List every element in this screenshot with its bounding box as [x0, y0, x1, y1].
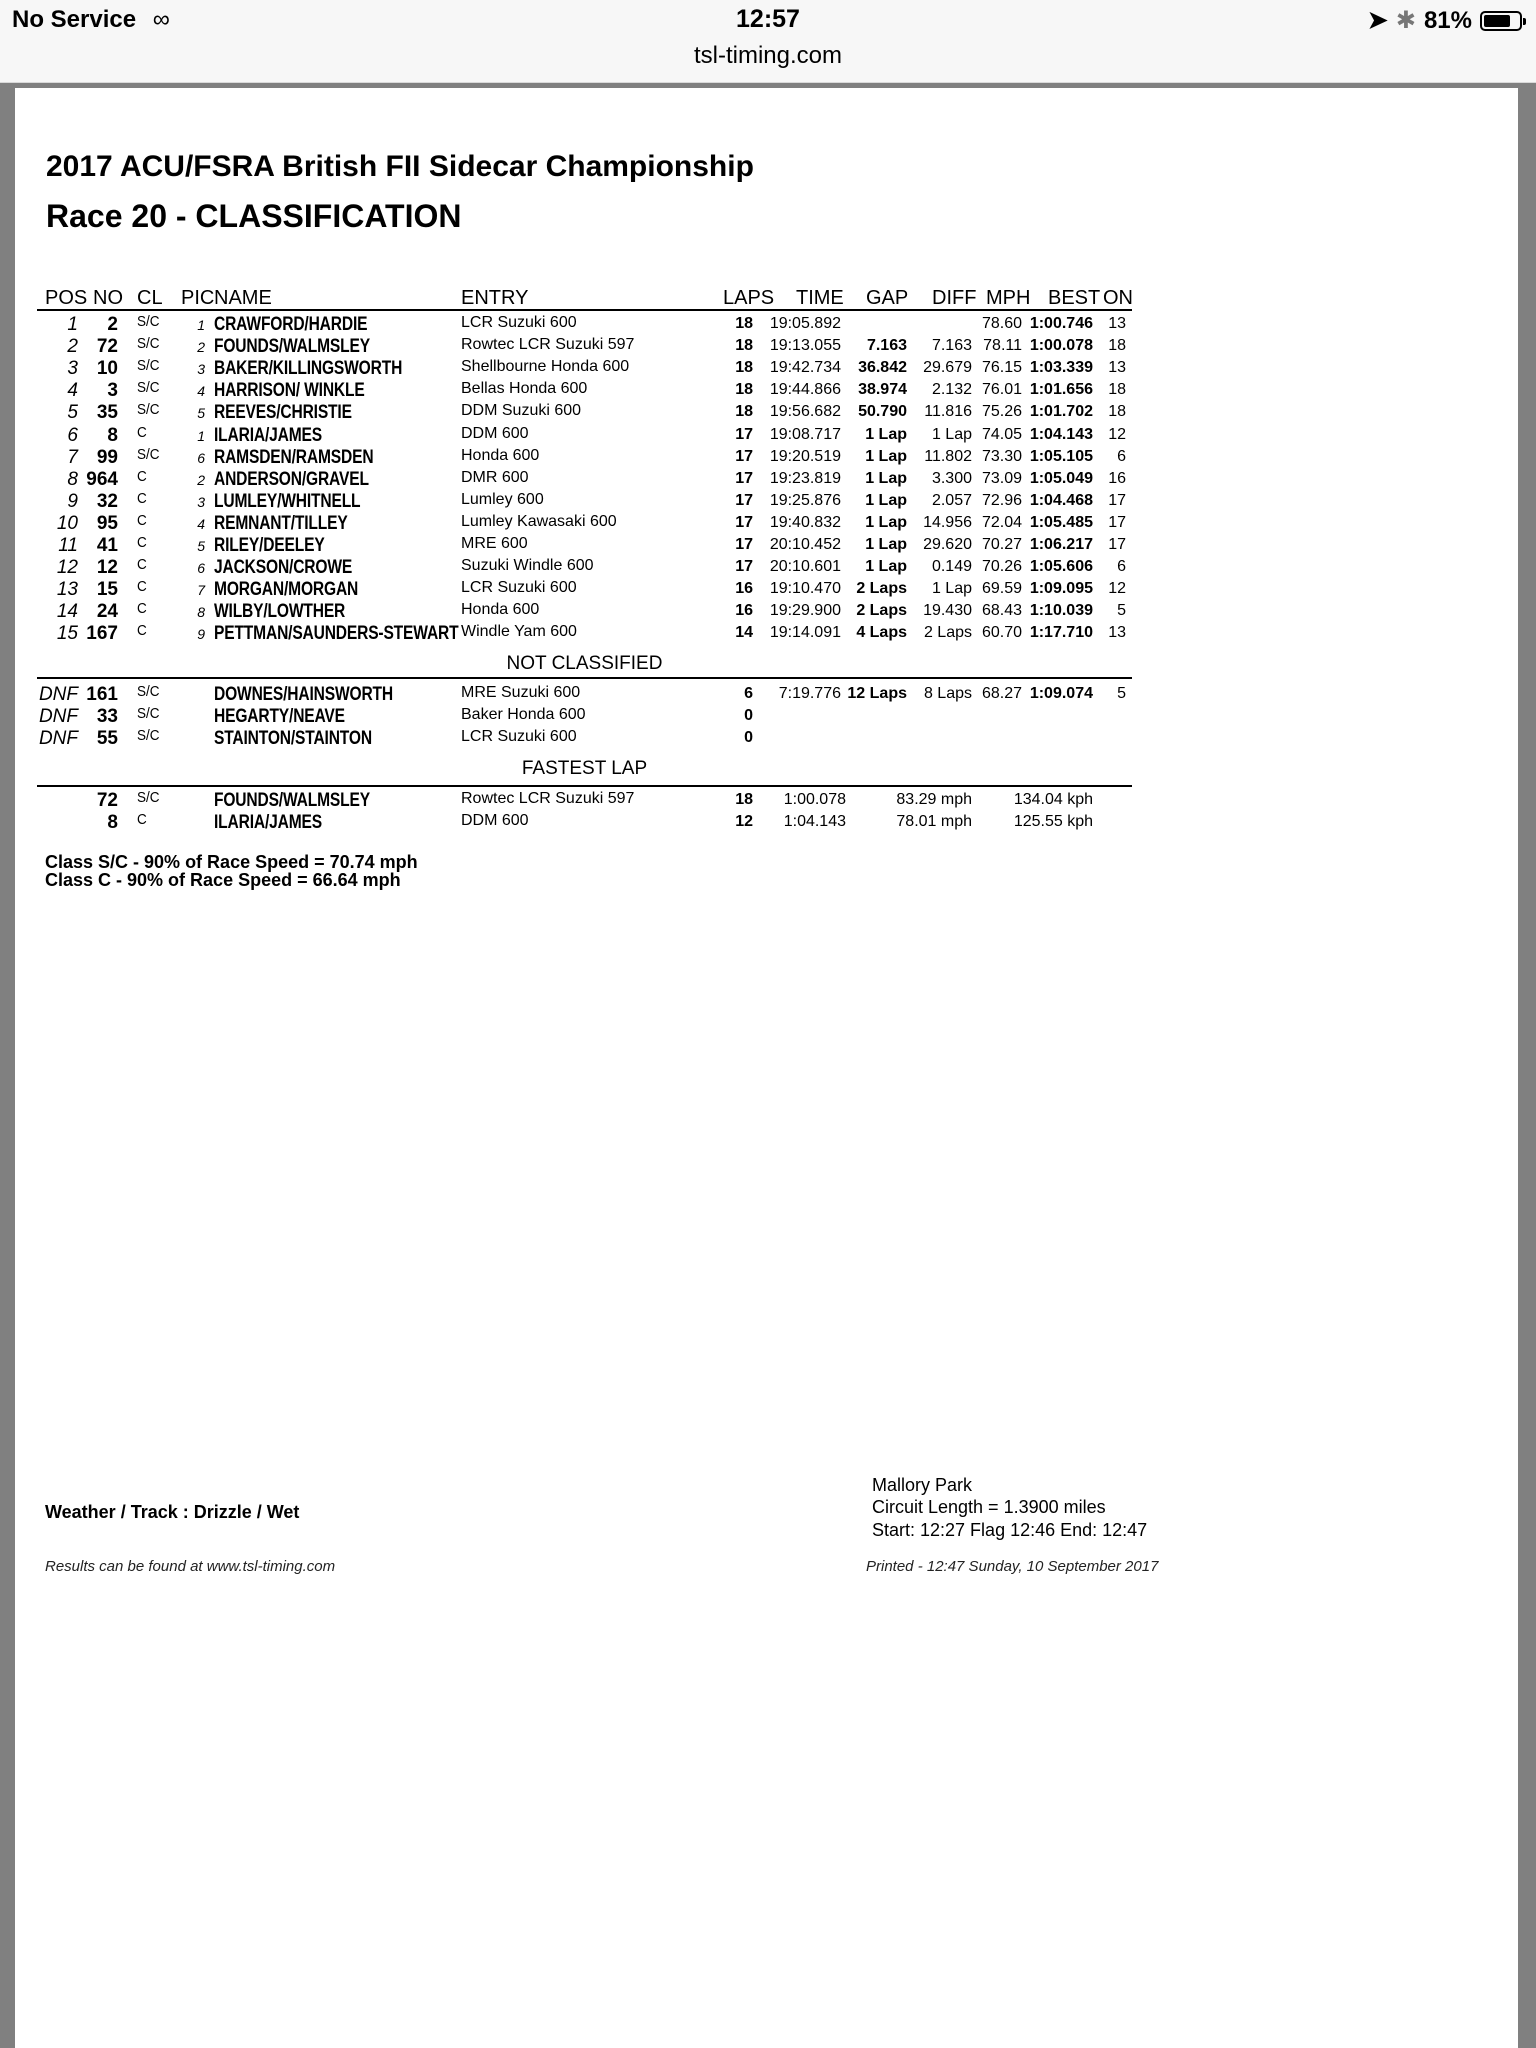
cell-gap: 2 Laps [856, 580, 907, 598]
cell-entry: Lumley 600 [461, 490, 544, 508]
cell-on: 12 [1108, 580, 1126, 598]
cell-laps: 17 [735, 491, 753, 509]
cell-pic: 2 [197, 339, 205, 356]
cell-best: 1:00.746 [1029, 315, 1093, 332]
class-note-c: Class C - 90% of Race Speed = 66.64 mph [45, 870, 401, 890]
cell-no: 33 [96, 706, 118, 728]
cell-lap-kph: 125.55 kph [1013, 813, 1093, 831]
cell-best: 1:10.039 [1029, 602, 1093, 620]
cell-on: 18 [1108, 381, 1126, 399]
cell-name: JACKSON/CROWE [214, 557, 353, 579]
cell-mph: 60.70 [981, 624, 1022, 642]
cell-laps: 17 [735, 513, 753, 531]
cell-gap: 12 Laps [847, 685, 907, 702]
cell-pic: 5 [197, 405, 205, 422]
cell-name: ILARIA/JAMES [214, 424, 322, 446]
cell-no: 24 [96, 601, 118, 623]
col-header-no: NO [93, 287, 123, 309]
cell-mph: 72.96 [981, 491, 1022, 509]
cell-no: 72 [96, 790, 118, 811]
cell-on: 16 [1108, 469, 1126, 487]
cell-name: ILARIA/JAMES [214, 812, 322, 834]
cell-no: 41 [96, 535, 118, 556]
cell-pic: 3 [197, 361, 205, 378]
cell-laps: 18 [735, 403, 753, 421]
cell-time: 19:25.876 [769, 491, 841, 509]
cell-pos: 12 [56, 557, 78, 579]
cell-entry: LCR Suzuki 600 [461, 314, 577, 331]
cell-class: C [137, 467, 147, 485]
cell-laps: 16 [735, 580, 753, 598]
cell-time: 19:40.832 [769, 513, 841, 531]
cell-mph: 74.05 [981, 425, 1022, 443]
cell-pic: 7 [197, 582, 205, 599]
col-header-pos: POS [45, 287, 88, 309]
cell-pic: 1 [197, 427, 205, 444]
cell-pos: 6 [67, 424, 78, 446]
cell-no: 161 [86, 684, 118, 705]
cell-entry: LCR Suzuki 600 [461, 728, 577, 746]
cell-laps: 6 [744, 685, 753, 702]
cell-no: 35 [96, 402, 118, 424]
cell-best: 1:05.049 [1029, 469, 1093, 487]
fastest-lap-heading: FASTEST LAP [521, 758, 648, 779]
location-arrow-icon: ➤ [1367, 7, 1388, 34]
cell-mph: 76.01 [981, 381, 1022, 399]
cell-diff: 0.149 [931, 558, 972, 576]
cell-laps: 18 [735, 337, 753, 355]
cell-name: HEGARTY/NEAVE [214, 706, 345, 728]
cell-on: 6 [1117, 558, 1126, 576]
cell-name: ANDERSON/GRAVEL [214, 468, 369, 490]
cell-gap: 1 Lap [865, 447, 907, 465]
cell-gap: 1 Lap [865, 469, 907, 487]
cell-entry: Baker Honda 600 [461, 706, 586, 724]
cell-no: 72 [96, 336, 118, 358]
cell-on: 17 [1108, 536, 1126, 553]
col-header-on: ON [1103, 287, 1133, 309]
cell-pos: 13 [56, 579, 78, 601]
cell-no: 99 [96, 446, 118, 468]
cell-pos: 2 [67, 336, 78, 358]
cell-lap-time: 1:04.143 [783, 813, 846, 831]
cell-entry: Rowtec LCR Suzuki 597 [461, 790, 635, 807]
cell-class: C [137, 423, 147, 441]
cell-name: REEVES/CHRISTIE [214, 402, 352, 424]
cell-pos: 1 [67, 314, 78, 335]
cell-mph: 68.27 [981, 685, 1022, 702]
cell-entry: MRE 600 [461, 535, 528, 552]
cell-name: REMNANT/TILLEY [214, 512, 348, 534]
cell-entry: DDM 600 [461, 424, 529, 442]
cell-diff: 1 Lap [931, 580, 972, 598]
cell-entry: Shellbourne Honda 600 [461, 358, 630, 376]
cell-laps: 18 [735, 315, 753, 332]
cell-mph: 68.43 [981, 602, 1022, 620]
cell-best: 1:05.606 [1029, 558, 1093, 576]
cell-gap: 1 Lap [865, 425, 907, 443]
cell-pos: 4 [67, 380, 78, 402]
cell-pos: 3 [67, 358, 78, 380]
cell-gap: 1 Lap [865, 536, 907, 553]
cell-diff: 3.300 [931, 469, 972, 487]
cell-mph: 78.11 [983, 337, 1022, 355]
cell-time: 19:20.519 [769, 447, 841, 465]
col-header-pic: PIC [181, 287, 215, 309]
cell-pos: 8 [67, 468, 78, 490]
cell-lap-time: 1:00.078 [783, 791, 846, 808]
cell-no: 15 [96, 579, 118, 601]
cell-time: 19:08.717 [769, 425, 841, 443]
cell-class: S/C [137, 705, 160, 723]
cell-laps: 17 [735, 536, 753, 553]
cell-on: 17 [1108, 491, 1126, 509]
cell-name: BAKER/KILLINGSWORTH [214, 358, 403, 380]
cell-pic: 6 [197, 449, 205, 466]
cell-class: S/C [137, 683, 160, 700]
cell-laps: 0 [744, 729, 753, 747]
cell-name: HARRISON/ WINKLE [214, 380, 365, 402]
carrier-label: No Service [12, 6, 137, 33]
cell-best: 1:01.656 [1029, 381, 1093, 399]
cell-diff: 14.956 [923, 513, 972, 531]
championship-title: 2017 ACU/FSRA British FII Sidecar Championship [46, 150, 754, 183]
cell-pic: 5 [197, 538, 205, 554]
cell-no: 167 [86, 623, 118, 645]
cell-no: 3 [107, 380, 118, 402]
cell-mph: 69.59 [981, 580, 1022, 598]
race-title: Race 20 - CLASSIFICATION [46, 198, 462, 234]
cell-class: C [137, 489, 147, 507]
cell-time: 19:13.055 [769, 337, 841, 355]
cell-entry: DDM Suzuki 600 [461, 402, 582, 420]
cell-time: 19:29.900 [769, 602, 841, 620]
cell-pic: 9 [197, 626, 205, 643]
cell-pic: 4 [197, 383, 205, 400]
cell-on: 13 [1108, 315, 1126, 332]
cell-entry: Suzuki Windle 600 [461, 557, 594, 575]
venue-name: Mallory Park [872, 1475, 973, 1495]
cell-gap: 38.974 [858, 381, 907, 399]
cell-no: 8 [107, 812, 118, 834]
cell-entry: DMR 600 [461, 468, 529, 486]
cell-name: WILBY/LOWTHER [214, 601, 346, 623]
cell-class: S/C [137, 335, 160, 353]
cell-pos: 7 [67, 446, 78, 468]
cell-entry: Honda 600 [461, 601, 540, 619]
class-note-sc: Class S/C - 90% of Race Speed = 70.74 mph [45, 852, 418, 872]
cell-lap-kph: 134.04 kph [1013, 791, 1093, 808]
cell-best: 1:03.339 [1029, 359, 1093, 377]
cell-name: LUMLEY/WHITNELL [214, 490, 361, 512]
cell-no: 95 [96, 512, 118, 534]
cell-class: C [137, 556, 147, 574]
cell-name: DOWNES/HAINSWORTH [214, 684, 393, 705]
cell-laps: 17 [735, 447, 753, 465]
col-header-cl: CL [137, 287, 163, 309]
cell-time: 19:23.819 [769, 469, 841, 487]
battery-percent: 81% [1423, 6, 1472, 34]
cell-diff: 11.802 [924, 447, 972, 465]
cell-time: 19:10.470 [769, 580, 841, 598]
col-header-best: BEST [1048, 287, 1101, 309]
cell-pos: DNF [38, 728, 78, 750]
cell-name: MORGAN/MORGAN [214, 579, 359, 601]
cell-class: S/C [137, 789, 160, 806]
cell-lap: 18 [735, 791, 753, 808]
cell-on: 13 [1108, 624, 1126, 642]
cell-on: 12 [1108, 425, 1126, 443]
cell-pos: 11 [58, 535, 78, 556]
cell-pos: 15 [56, 623, 78, 645]
cell-diff: 1 Lap [931, 425, 972, 443]
race-times: Start: 12:27 Flag 12:46 End: 12:47 [872, 1520, 1148, 1540]
col-header-gap: GAP [866, 287, 909, 309]
cell-class: C [137, 622, 147, 640]
cell-name: RAMSDEN/RAMSDEN [214, 446, 374, 468]
cell-entry: Bellas Honda 600 [461, 380, 588, 398]
cell-pos: 14 [56, 601, 78, 623]
bluetooth-icon: ✱ [1395, 7, 1416, 34]
cell-pos: DNF [38, 706, 78, 728]
cell-time: 19:42.734 [769, 359, 841, 377]
cell-laps: 18 [735, 359, 753, 377]
cell-pic: 8 [197, 604, 205, 621]
cell-time: 19:44.866 [769, 381, 841, 399]
cell-on: 18 [1108, 337, 1126, 355]
col-header-entry: ENTRY [461, 287, 529, 309]
battery-level [1484, 15, 1510, 27]
cell-name: FOUNDS/WALMSLEY [214, 790, 370, 811]
col-header-diff: DIFF [932, 287, 977, 309]
cell-diff: 2.132 [931, 381, 972, 399]
cell-on: 17 [1108, 513, 1126, 531]
cell-class: S/C [137, 727, 160, 745]
cell-diff: 8 Laps [923, 685, 972, 702]
cell-pos: 9 [67, 490, 78, 512]
header-divider [37, 309, 1132, 311]
cell-best: 1:00.078 [1029, 337, 1093, 355]
col-header-name: NAME [214, 287, 272, 309]
cell-diff: 2 Laps [923, 624, 972, 642]
cell-pos: 5 [67, 402, 78, 424]
cell-pos: DNF [38, 684, 78, 705]
cell-gap: 50.790 [858, 403, 907, 421]
cell-on: 13 [1108, 359, 1126, 377]
cell-time: 19:56.682 [769, 403, 841, 421]
cell-laps: 17 [735, 425, 753, 443]
cell-pic: 4 [197, 515, 205, 532]
cell-diff: 11.816 [924, 403, 972, 421]
cell-gap: 36.842 [858, 359, 907, 377]
weather-track: Weather / Track : Drizzle / Wet [45, 1502, 300, 1522]
cell-name: PETTMAN/SAUNDERS-STEWART [214, 623, 459, 645]
cell-gap: 1 Lap [865, 513, 907, 531]
cell-class: C [137, 811, 147, 829]
cell-class: S/C [137, 401, 160, 419]
cell-mph: 73.09 [981, 469, 1022, 487]
not-classified-heading: NOT CLASSIFIED [506, 653, 663, 674]
cell-pic: 1 [197, 317, 205, 333]
cell-time: 19:14.091 [769, 624, 841, 642]
cell-pic: 3 [197, 493, 205, 510]
cell-no: 2 [107, 314, 118, 335]
cell-class: C [137, 534, 147, 551]
cell-best: 1:01.702 [1029, 403, 1093, 421]
cell-class: S/C [137, 445, 160, 463]
cell-laps: 0 [744, 707, 753, 725]
cell-no: 12 [96, 557, 118, 579]
clock: 12:57 [736, 5, 800, 33]
cell-lap: 12 [735, 813, 753, 831]
cell-time: 20:10.601 [769, 558, 841, 576]
cell-on: 6 [1117, 447, 1126, 465]
cell-best: 1:09.074 [1029, 685, 1093, 702]
cell-gap: 7.163 [866, 337, 907, 355]
cell-gap: 1 Lap [865, 558, 907, 576]
cell-best: 1:05.105 [1029, 447, 1093, 465]
cell-entry: Rowtec LCR Suzuki 597 [461, 336, 635, 354]
cell-lap-mph: 78.01 mph [896, 813, 972, 831]
cell-pos: 10 [56, 512, 78, 534]
cell-lap-mph: 83.29 mph [896, 791, 972, 808]
cell-entry: MRE Suzuki 600 [461, 684, 581, 701]
not-classified-divider [37, 677, 1132, 679]
results-url-footer: Results can be found at www.tsl-timing.com [45, 1558, 336, 1575]
col-header-time: TIME [796, 287, 844, 309]
cell-on: 18 [1108, 403, 1126, 421]
cell-entry: Windle Yam 600 [461, 623, 577, 641]
cell-on: 5 [1117, 685, 1126, 702]
cell-entry: DDM 600 [461, 812, 529, 830]
cell-laps: 14 [735, 624, 753, 642]
fastest-lap-divider [37, 785, 1132, 787]
cell-name: FOUNDS/WALMSLEY [214, 336, 370, 358]
cell-laps: 17 [735, 469, 753, 487]
cell-no: 964 [86, 468, 118, 490]
col-header-mph: MPH [986, 287, 1031, 309]
battery-icon [1480, 11, 1522, 31]
cell-pic: 2 [197, 471, 205, 488]
status-indicators [1368, 6, 1522, 35]
cell-time: 19:05.892 [769, 315, 841, 332]
cell-class: S/C [137, 357, 160, 375]
cell-no: 32 [96, 490, 118, 512]
address-bar-url[interactable]: tsl-timing.com [693, 42, 843, 69]
cell-class: C [137, 600, 147, 618]
cell-no: 8 [107, 424, 118, 446]
cell-best: 1:17.710 [1029, 624, 1093, 642]
cell-mph: 78.60 [981, 315, 1022, 332]
cell-diff: 29.620 [923, 536, 972, 553]
cell-diff: 29.679 [923, 359, 972, 377]
cell-no: 55 [96, 728, 118, 750]
cell-mph: 72.04 [981, 513, 1022, 531]
cell-pic: 6 [197, 560, 205, 577]
cell-diff: 7.163 [931, 337, 972, 355]
cell-entry: Lumley Kawasaki 600 [461, 512, 617, 530]
cell-name: CRAWFORD/HARDIE [214, 314, 368, 335]
cell-class: C [137, 578, 147, 596]
cell-time: 20:10.452 [769, 536, 841, 553]
cell-name: STAINTON/STAINTON [214, 728, 372, 750]
cell-mph: 75.26 [981, 403, 1022, 421]
circuit-length: Circuit Length = 1.3900 miles [872, 1497, 1106, 1517]
cell-best: 1:05.485 [1029, 513, 1093, 531]
cell-laps: 16 [735, 602, 753, 620]
status-bar [0, 0, 1536, 83]
cell-laps: 18 [735, 381, 753, 399]
cell-gap: 1 Lap [865, 491, 907, 509]
cell-name: RILEY/DEELEY [214, 535, 325, 556]
cell-mph: 73.30 [981, 447, 1022, 465]
cell-class: C [137, 511, 147, 529]
cell-best: 1:04.468 [1029, 491, 1093, 509]
cell-class: S/C [137, 313, 160, 330]
col-header-laps: LAPS [723, 287, 775, 309]
link-icon: ∞ [152, 6, 170, 33]
cell-no: 10 [96, 358, 118, 380]
cell-class: S/C [137, 379, 160, 397]
cell-gap: 4 Laps [856, 624, 907, 642]
cell-mph: 70.27 [981, 536, 1022, 553]
cell-gap: 2 Laps [856, 602, 907, 620]
cell-on: 5 [1117, 602, 1126, 620]
cell-diff: 19.430 [923, 602, 972, 620]
printed-timestamp: Printed - 12:47 Sunday, 10 September 2017 [866, 1558, 1159, 1575]
cell-diff: 2.057 [931, 491, 972, 509]
cell-mph: 76.15 [981, 359, 1022, 377]
cell-time: 7:19.776 [778, 685, 841, 702]
cell-entry: Honda 600 [461, 446, 540, 464]
cell-laps: 17 [735, 558, 753, 576]
cell-best: 1:04.143 [1029, 425, 1093, 443]
cell-best: 1:09.095 [1029, 580, 1093, 598]
cell-best: 1:06.217 [1029, 536, 1093, 553]
cell-entry: LCR Suzuki 600 [461, 579, 577, 597]
cell-mph: 70.26 [981, 558, 1022, 576]
